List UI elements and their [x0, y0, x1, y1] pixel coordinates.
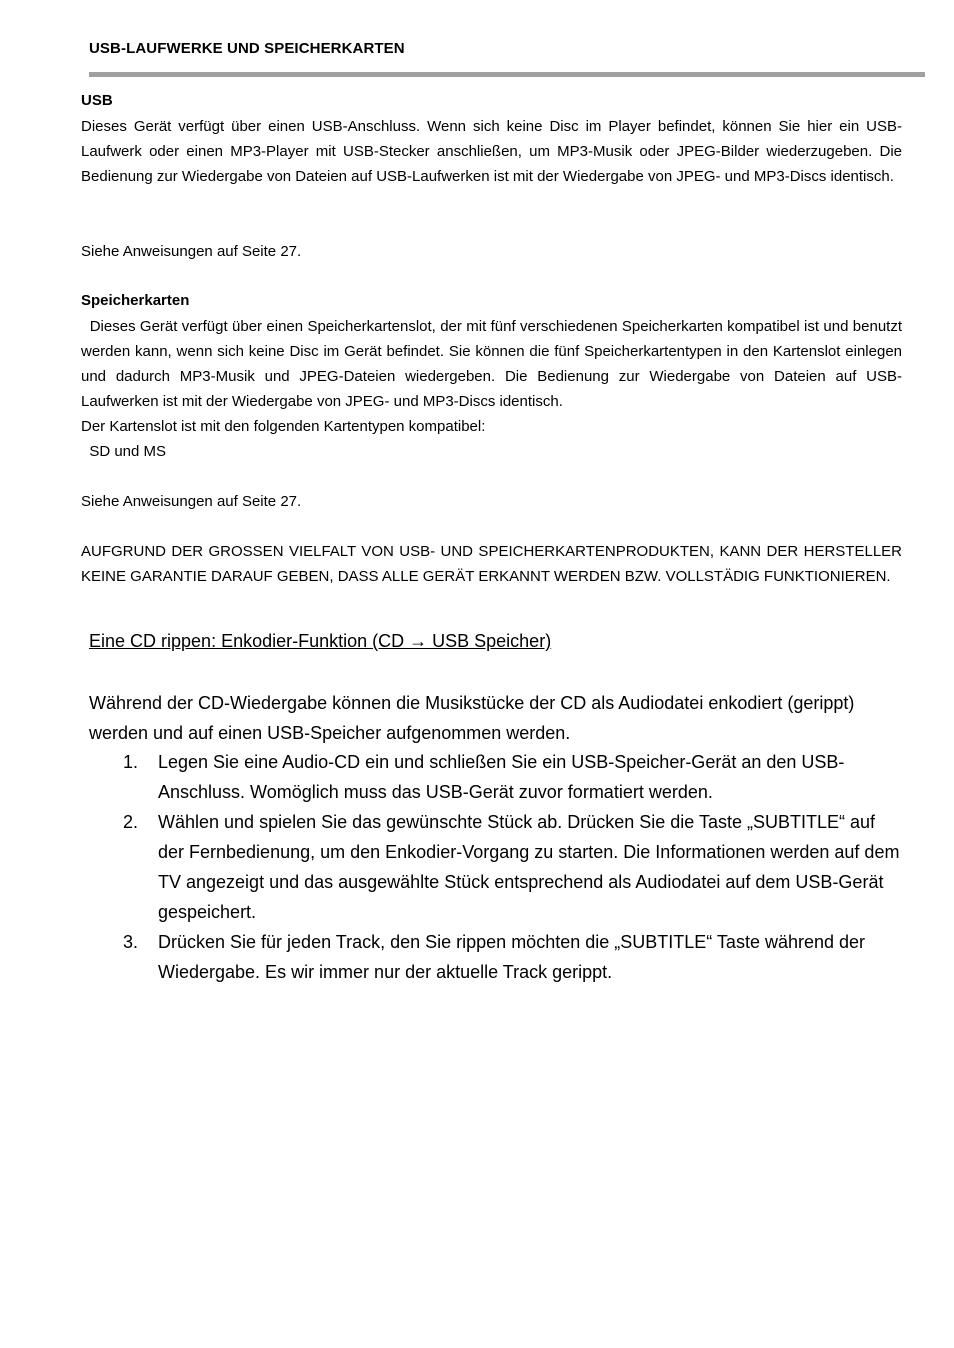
cards-types-line: SD und MS	[81, 443, 167, 460]
cards-section-body: Dieses Gerät verfügt über einen Speicherkartenslot, der mit fünf verschiedenen Speicherkarten kompatibel ist und benutzt werden kann, wenn sich keine Disc im Gerät befindet. Sie können die fünf Speicherkartentypen in den Kartenslot einlegen und dadurch MP3-Musik und JPEG-Dateien wiedergeben. Die Bedienung zur Wiedergabe von Dateien auf USB-Laufwerken ist mit der Wiedergabe von JPEG- und MP3-Discs identisch.	[81, 318, 907, 410]
rip-step-text: Wählen und spielen Sie das gewünschte Stück ab. Drücken Sie die Taste „SUBTITLE“ auf der Fernbedienung, um den Enkodier-Vorgang zu starten. Die Informationen werden auf dem TV angezeigt und das ausgewählte Stück entsprechend als Audiodatei auf dem USB-Gerät gespeichert.	[158, 812, 900, 922]
rip-step-number: 3.	[123, 932, 139, 952]
rip-steps-list	[89, 747, 904, 987]
compatibility-notice: AUFGRUND DER GROSSEN VIELFALT VON USB- UND SPEICHERKARTENPRODUKTEN, KANN DER HERSTELLER KEINE GARANTIE DARAUF GEBEN, DASS ALLE GERÄT ERKANNT WERDEN BZW. VOLLSTÄDIG FUNKTIONIEREN.	[81, 543, 902, 585]
rip-step	[89, 747, 904, 807]
rip-step	[89, 927, 904, 987]
rip-step-number: 2.	[123, 812, 139, 832]
cards-section-title: Speicherkarten	[81, 292, 190, 309]
rip-intro: Während der CD-Wiedergabe können die Musikstücke der CD als Audiodatei enkodiert (gerippt) werden und auf einen USB-Speicher aufgenommen werden.	[89, 693, 855, 743]
cards-page-reference: Siehe Anweisungen auf Seite 27.	[81, 493, 302, 510]
usb-section-title: USB	[81, 92, 113, 109]
usb-page-reference: Siehe Anweisungen auf Seite 27.	[81, 243, 302, 260]
rip-section-title: Eine CD rippen: Enkodier-Funktion (CD → USB Speicher)	[89, 631, 552, 651]
rip-step-text: Legen Sie eine Audio-CD ein und schließen Sie ein USB-Speicher-Gerät an den USB-Anschluss. Womöglich muss das USB-Gerät zuvor formatiert werden.	[158, 752, 845, 802]
page-header: USB-LAUFWERKE UND SPEICHERKARTEN	[89, 40, 405, 57]
rip-step	[89, 807, 904, 927]
header-rule	[89, 72, 925, 77]
rip-step-number: 1.	[123, 752, 139, 772]
usb-section-body: Dieses Gerät verfügt über einen USB-Anschluss. Wenn sich keine Disc im Player befindet, können Sie hier ein USB-Laufwerk oder einen MP3-Player mit USB-Stecker anschließen, um MP3-Musik oder JPEG-Bilder wiederzugeben. Die Bedienung zur Wiedergabe von Dateien auf USB-Laufwerken ist mit der Wiedergabe von JPEG- und MP3-Discs identisch.	[81, 118, 902, 185]
rip-step-text: Drücken Sie für jeden Track, den Sie rippen möchten die „SUBTITLE“ Taste während der Wiedergabe. Es wir immer nur der aktuelle Track gerippt.	[158, 932, 866, 982]
cards-compat-line: Der Kartenslot ist mit den folgenden Kartentypen kompatibel:	[81, 418, 486, 435]
